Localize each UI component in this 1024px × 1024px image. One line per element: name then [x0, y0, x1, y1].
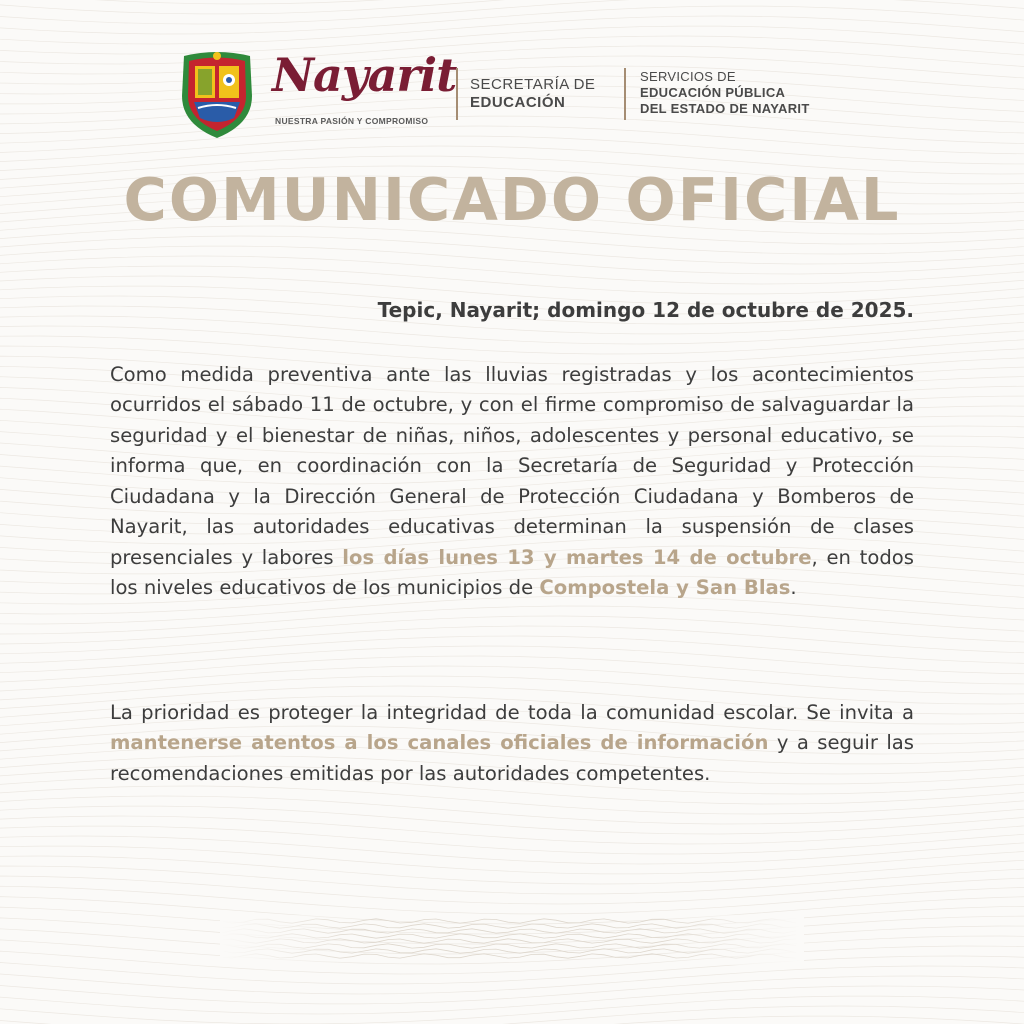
highlight-dates: los días lunes 13 y martes 14 de octubre — [342, 545, 812, 569]
header-divider — [456, 68, 458, 120]
brand-tagline: NUESTRA PASIÓN Y COMPROMISO — [275, 116, 429, 126]
page-title: COMUNICADO OFICIAL — [123, 165, 901, 234]
date-line: Tepic, Nayarit; domingo 12 de octubre de 2025. — [377, 298, 914, 322]
sepen-label: SERVICIOS DE EDUCACIÓN PÚBLICA DEL ESTADO DE NAYARIT — [640, 69, 810, 116]
nayarit-brand-wordmark: Nayarit — [272, 48, 457, 102]
body-paragraph-2: La prioridad es proteger la integridad de toda la comunidad escolar. Se invita a mantenerse atentos a los canales oficiales de información y a seguir las recomendaciones emitidas por las autoridades competentes. — [110, 700, 914, 785]
secretaria-educacion-label: SECRETARÍA DE EDUCACIÓN — [470, 76, 596, 111]
highlight-municipalities: Compostela y San Blas — [539, 576, 791, 600]
highlight-official-channels: mantenerse atentos a los canales oficiales de información — [110, 731, 769, 755]
nayarit-coat-of-arms-logo — [176, 50, 258, 140]
bottom-decorative-band — [220, 915, 804, 965]
header — [176, 50, 866, 145]
header-divider — [624, 68, 626, 120]
body-paragraph-1: Como medida preventiva ante las lluvias registradas y los acontecimientos ocurridos el sábado 11 de octubre, y con el firme compromiso de salvaguardar la seguridad y el bienestar de niñas, niños, adolescentes y personal educativo, se informa que, en coordinación con la Secretaría de Seguridad y Protección Ciudadana y la Dirección General de Protección Ciudadana y Bomberos de Nayarit, las autoridades educativas determinan la suspensión de clases presenciales y labores los días lunes 13 y martes 14 de octubre, en todos los niveles educativos de los municipios de Compostela y San Blas. — [110, 362, 914, 600]
